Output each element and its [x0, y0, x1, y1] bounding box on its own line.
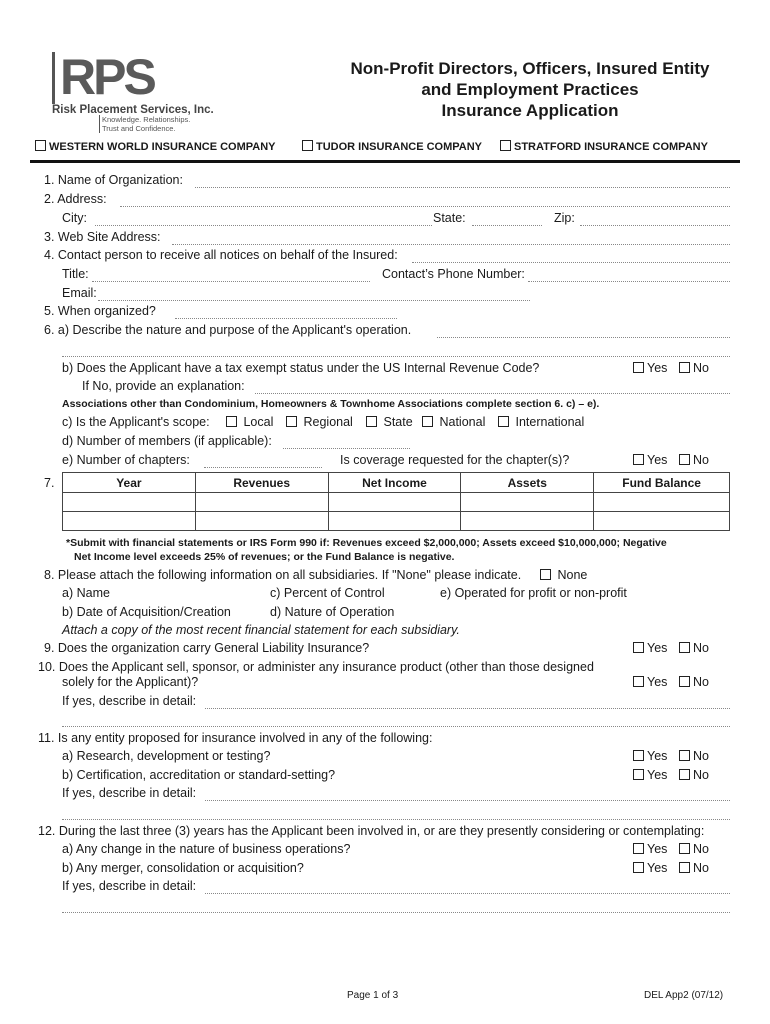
- q6d-field[interactable]: [283, 448, 410, 449]
- q11a-label: a) Research, development or testing?: [62, 749, 271, 763]
- q12-label: 12. During the last three (3) years has the Applicant been involved in, or are they presently considering or contemplating:: [38, 824, 705, 838]
- q8-item-c: c) Percent of Control: [270, 586, 385, 600]
- checkbox[interactable]: [679, 769, 690, 780]
- q11-label: 11. Is any entity proposed for insurance involved in any of the following:: [38, 731, 433, 745]
- yes-label: Yes: [647, 861, 668, 875]
- q11-if-yes-label: If yes, describe in detail:: [62, 786, 197, 800]
- q11b-label: b) Certification, accreditation or standard-setting?: [62, 768, 336, 782]
- checkbox[interactable]: [633, 769, 644, 780]
- scope-international[interactable]: [498, 415, 584, 429]
- q2-state-field[interactable]: [472, 225, 542, 226]
- q4-email-field[interactable]: [98, 300, 530, 301]
- q2-address-field[interactable]: [120, 206, 730, 207]
- q6e-yes[interactable]: [633, 453, 667, 467]
- cell-net-income[interactable]: [328, 512, 461, 531]
- cell-revenues[interactable]: [195, 512, 328, 531]
- cell-assets[interactable]: [461, 512, 594, 531]
- financial-table: [62, 472, 730, 531]
- company-label: STRATFORD INSURANCE COMPANY: [514, 141, 708, 153]
- cell-fund-balance[interactable]: [594, 512, 730, 531]
- q6d-label: d) Number of members (if applicable):: [62, 434, 272, 448]
- checkbox[interactable]: [679, 750, 690, 761]
- q5-field[interactable]: [175, 318, 397, 319]
- q11-detail-field-line-2[interactable]: [62, 819, 730, 820]
- cell-revenues[interactable]: [195, 493, 328, 512]
- checkbox[interactable]: [679, 362, 690, 373]
- checkbox[interactable]: [500, 140, 511, 151]
- submit-note-line-2: Net Income level exceeds 25% of revenues; or the Fund Balance is negative.: [74, 551, 455, 563]
- checkbox[interactable]: [422, 416, 433, 427]
- checkbox[interactable]: [679, 642, 690, 653]
- q4-contact-field[interactable]: [412, 262, 730, 263]
- checkbox[interactable]: [633, 676, 644, 687]
- q6e-coverage-label: Is coverage requested for the chapter(s)?: [340, 453, 570, 467]
- q12-detail-field-line-2[interactable]: [62, 912, 730, 913]
- no-label: No: [693, 453, 709, 467]
- q6b-explain-label: If No, provide an explanation:: [82, 379, 245, 393]
- title-line-3: Insurance Application: [441, 101, 619, 120]
- cell-year[interactable]: [63, 493, 196, 512]
- header-year: Year: [63, 473, 196, 493]
- scope-regional[interactable]: [286, 415, 353, 429]
- rps-logo-graphic: [52, 48, 156, 104]
- q2-city-label: City:: [62, 211, 87, 225]
- checkbox[interactable]: [633, 750, 644, 761]
- q8-none-option[interactable]: [540, 568, 587, 582]
- q4-title-label: Title:: [62, 267, 89, 281]
- q6c-label: c) Is the Applicant's scope:: [62, 415, 210, 429]
- q6e-no[interactable]: [679, 453, 709, 467]
- q6e-label: e) Number of chapters:: [62, 453, 190, 467]
- no-label: No: [693, 768, 709, 782]
- checkbox[interactable]: [679, 843, 690, 854]
- q12b-label: b) Any merger, consolidation or acquisition?: [62, 861, 304, 875]
- q6b-label: b) Does the Applicant have a tax exempt status under the US Internal Revenue Code?: [62, 361, 540, 375]
- no-label: No: [693, 842, 709, 856]
- q1-label: 1. Name of Organization:: [44, 173, 183, 187]
- q9-label: 9. Does the organization carry General Liability Insurance?: [44, 641, 370, 655]
- logo-tagline-1: Knowledge. Relationships.: [102, 115, 191, 124]
- q8-item-b: b) Date of Acquisition/Creation: [62, 605, 231, 619]
- q8-item-a: a) Name: [62, 586, 110, 600]
- submit-note-line-1: *Submit with financial statements or IRS Form 990 if: Revenues exceed $2,000,000; Assets exceed $10,000,000; Negative: [66, 537, 667, 549]
- yes-label: Yes: [647, 749, 668, 763]
- q10-label-line-1: 10. Does the Applicant sell, sponsor, or administer any insurance product (other than those designed: [38, 660, 594, 674]
- q6b-yes[interactable]: [633, 361, 667, 375]
- checkbox[interactable]: [679, 454, 690, 465]
- q12a-no[interactable]: [679, 842, 709, 856]
- q12a-label: a) Any change in the nature of business operations?: [62, 842, 351, 856]
- checkbox[interactable]: [633, 454, 644, 465]
- yes-label: Yes: [647, 675, 668, 689]
- scope-local[interactable]: [226, 415, 273, 429]
- q2-zip-field[interactable]: [580, 225, 730, 226]
- checkbox[interactable]: [540, 569, 551, 580]
- q4-title-field[interactable]: [92, 281, 370, 282]
- associations-note: Associations other than Condominium, Homeowners & Townhome Associations complete section 6. c) – e).: [62, 398, 600, 410]
- q12-detail-field[interactable]: [205, 893, 730, 894]
- checkbox[interactable]: [633, 862, 644, 873]
- form-title: [330, 58, 730, 121]
- company-label: WESTERN WORLD INSURANCE COMPANY: [49, 141, 276, 153]
- scope-label: State: [383, 415, 413, 429]
- yes-label: Yes: [647, 641, 668, 655]
- q3-field[interactable]: [172, 244, 730, 245]
- q8-item-e: e) Operated for profit or non-profit: [440, 586, 627, 600]
- q8-attach-note: Attach a copy of the most recent financial statement for each subsidiary.: [62, 623, 460, 637]
- scope-state[interactable]: [366, 415, 413, 429]
- logo-tagline-2: Trust and Confidence.: [102, 124, 176, 133]
- logo-company-name: Risk Placement Services, Inc.: [52, 104, 214, 116]
- company-option-tudor[interactable]: [302, 140, 482, 153]
- q12-if-yes-label: If yes, describe in detail:: [62, 879, 197, 893]
- checkbox[interactable]: [679, 676, 690, 687]
- q12b-yes[interactable]: [633, 861, 667, 875]
- q4-label: 4. Contact person to receive all notices on behalf of the Insured:: [44, 248, 398, 262]
- q12a-yes[interactable]: [633, 842, 667, 856]
- checkbox[interactable]: [286, 416, 297, 427]
- q4-phone-label: Contact’s Phone Number:: [382, 267, 525, 281]
- scope-label: Local: [243, 415, 274, 429]
- q12b-no[interactable]: [679, 861, 709, 875]
- table-header-row: [63, 473, 730, 493]
- none-label: None: [557, 568, 588, 582]
- q11b-yes[interactable]: [633, 768, 667, 782]
- q9-yes[interactable]: [633, 641, 667, 655]
- checkbox[interactable]: [302, 140, 313, 151]
- cell-year[interactable]: [63, 512, 196, 531]
- q10-no[interactable]: [679, 675, 709, 689]
- checkbox[interactable]: [633, 362, 644, 373]
- company-option-western-world[interactable]: [35, 140, 276, 153]
- checkbox[interactable]: [633, 843, 644, 854]
- q2-zip-label: Zip:: [554, 211, 575, 225]
- checkbox[interactable]: [35, 140, 46, 151]
- q3-label: 3. Web Site Address:: [44, 230, 161, 244]
- q1-field[interactable]: [195, 187, 730, 188]
- header-rule: [30, 160, 740, 163]
- company-option-stratford[interactable]: [500, 140, 708, 153]
- q11a-yes[interactable]: [633, 749, 667, 763]
- q11b-no[interactable]: [679, 768, 709, 782]
- no-label: No: [693, 361, 709, 375]
- scope-national[interactable]: [422, 415, 485, 429]
- logo-tagline: [99, 115, 190, 133]
- q4-phone-field[interactable]: [528, 281, 730, 282]
- q8-item-d: d) Nature of Operation: [270, 605, 395, 619]
- scope-label: International: [515, 415, 585, 429]
- q6a-field-line-2[interactable]: [62, 356, 730, 357]
- table-row: [63, 512, 730, 531]
- no-label: No: [693, 861, 709, 875]
- checkbox[interactable]: [498, 416, 509, 427]
- checkbox[interactable]: [633, 642, 644, 653]
- header-net-income: Net Income: [328, 473, 461, 493]
- title-line-1: Non-Profit Directors, Officers, Insured Entity: [350, 59, 710, 78]
- cell-fund-balance[interactable]: [594, 493, 730, 512]
- q7-label: 7.: [44, 476, 55, 490]
- no-label: No: [693, 749, 709, 763]
- q10-detail-field[interactable]: [205, 708, 730, 709]
- q6a-field[interactable]: [437, 337, 730, 338]
- q5-label: 5. When organized?: [44, 304, 156, 318]
- q6b-explain-field[interactable]: [255, 393, 730, 394]
- q2-state-label: State:: [433, 211, 466, 225]
- checkbox[interactable]: [366, 416, 377, 427]
- form-number: DEL App2 (07/12): [644, 990, 724, 1001]
- q10-yes[interactable]: [633, 675, 667, 689]
- q10-label-line-2: solely for the Applicant)?: [62, 675, 199, 689]
- cell-net-income[interactable]: [328, 493, 461, 512]
- table-row: [63, 493, 730, 512]
- q10-detail-field-line-2[interactable]: [62, 726, 730, 727]
- logo-letters: RPS: [60, 49, 154, 104]
- q9-no[interactable]: [679, 641, 709, 655]
- no-label: No: [693, 641, 709, 655]
- q2-label: 2. Address:: [44, 192, 107, 206]
- q6e-field[interactable]: [204, 467, 322, 468]
- header-assets: Assets: [461, 473, 594, 493]
- q10-if-yes-label: If yes, describe in detail:: [62, 694, 197, 708]
- no-label: No: [693, 675, 709, 689]
- q2-city-field[interactable]: [95, 225, 432, 226]
- yes-label: Yes: [647, 768, 668, 782]
- yes-label: Yes: [647, 361, 668, 375]
- company-label: TUDOR INSURANCE COMPANY: [316, 141, 483, 153]
- checkbox[interactable]: [226, 416, 237, 427]
- scope-label: Regional: [303, 415, 353, 429]
- yes-label: Yes: [647, 453, 668, 467]
- header-revenues: Revenues: [195, 473, 328, 493]
- page-number: Page 1 of 3: [347, 990, 399, 1001]
- checkbox[interactable]: [679, 862, 690, 873]
- q11a-no[interactable]: [679, 749, 709, 763]
- cell-assets[interactable]: [461, 493, 594, 512]
- header-fund-balance: Fund Balance: [594, 473, 730, 493]
- q11-detail-field[interactable]: [205, 800, 730, 801]
- q6b-no[interactable]: [679, 361, 709, 375]
- q6a-label: 6. a) Describe the nature and purpose of the Applicant's operation.: [44, 323, 412, 337]
- scope-label: National: [439, 415, 486, 429]
- title-line-2: and Employment Practices: [421, 80, 639, 99]
- yes-label: Yes: [647, 842, 668, 856]
- q4-email-label: Email:: [62, 286, 97, 300]
- q8-label: 8. Please attach the following information on all subsidiaries. If "None" please indicate.: [44, 568, 522, 582]
